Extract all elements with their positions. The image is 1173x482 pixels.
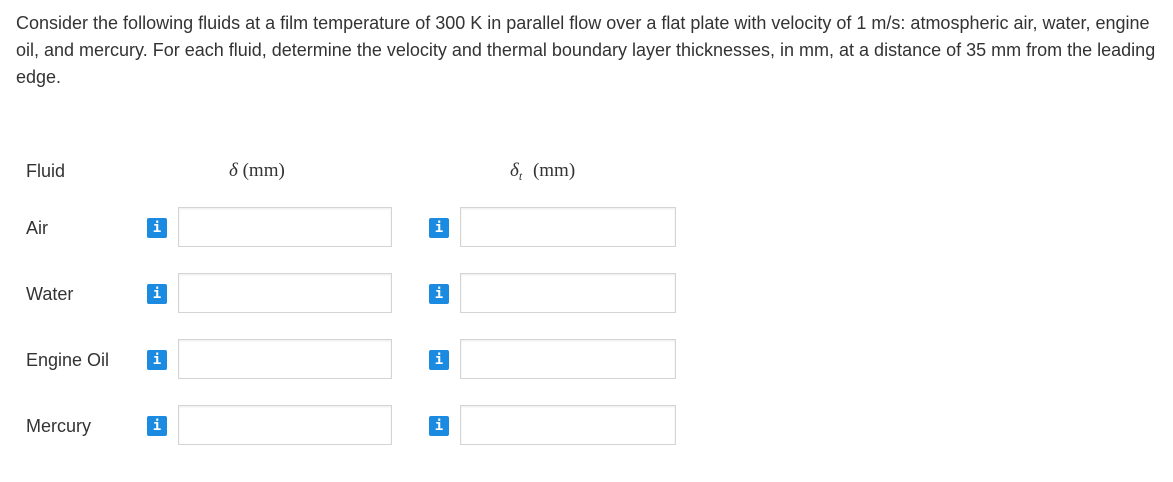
fluid-label-engine-oil: Engine Oil <box>26 350 110 370</box>
fluid-label-water: Water <box>26 284 74 304</box>
info-icon[interactable]: i <box>147 218 167 238</box>
air-delta-t-input[interactable] <box>460 207 676 247</box>
water-delta-input[interactable] <box>178 273 392 313</box>
delta-unit: (mm) <box>242 160 285 181</box>
mercury-delta-t-input[interactable] <box>460 405 676 445</box>
engine-oil-delta-t-input[interactable] <box>460 339 676 379</box>
delta-t-symbol: δ <box>510 160 519 181</box>
table-row <box>0 339 700 381</box>
delta-t-unit: (mm) <box>532 160 576 181</box>
question-text: Consider the following fluids at a film temperature of 300 K in parallel flow over a flat plate with velocity of 1 m/s: atmospheric air, water, engine oil, and mercury. For each fluid, determine the velocity and thermal boundary layer thicknesses, in mm, at a distance of 35 mm from the leading edge. <box>16 13 1156 87</box>
info-icon[interactable]: i <box>147 350 167 370</box>
column-header-delta <box>229 160 285 182</box>
mercury-delta-input[interactable] <box>178 405 392 445</box>
fluid-label-air: Air <box>26 218 48 238</box>
fluid-label-mercury: Mercury <box>26 416 92 436</box>
engine-oil-delta-input[interactable] <box>178 339 392 379</box>
info-icon[interactable]: i <box>429 416 449 436</box>
info-icon[interactable]: i <box>429 350 449 370</box>
water-delta-t-input[interactable] <box>460 273 676 313</box>
info-icon[interactable]: i <box>147 284 167 304</box>
delta-symbol: δ <box>229 160 238 181</box>
table-row <box>0 405 700 447</box>
column-header-fluid: Fluid <box>26 161 66 181</box>
table-row <box>0 273 700 315</box>
table-row <box>0 207 700 249</box>
info-icon[interactable]: i <box>429 218 449 238</box>
delta-t-subscript: t <box>518 169 523 183</box>
info-icon[interactable]: i <box>147 416 167 436</box>
info-icon[interactable]: i <box>429 284 449 304</box>
column-header-delta-t <box>510 160 575 187</box>
air-delta-input[interactable] <box>178 207 392 247</box>
